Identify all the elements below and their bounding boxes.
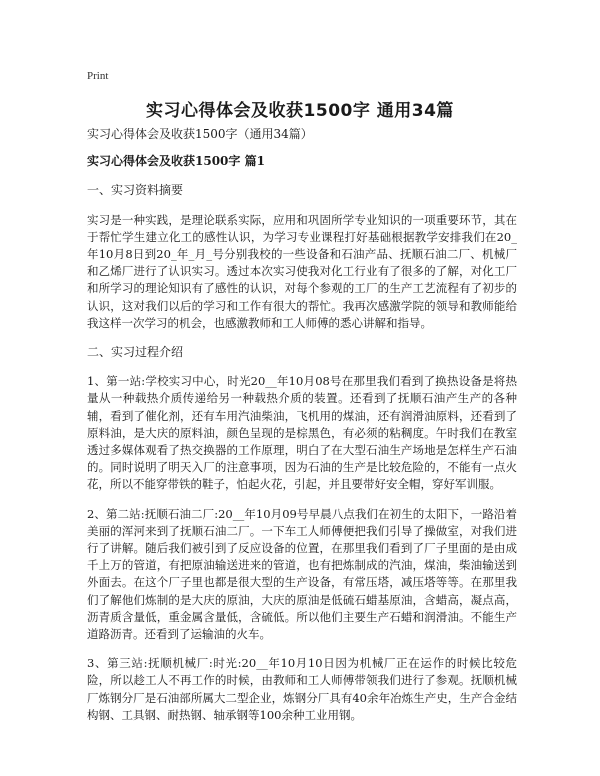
heading-summary: 一、实习资料摘要 (87, 183, 184, 198)
paragraph-summary: 实习是一种实践，是理论联系实际，应用和巩固所学专业知识的一项重要环节，其在于帮忙学生建立化工的感性认识，为学习专业课程打好基础根据教学安排我们在20_年10月8日到20_年_月_号分别我校的一些设备和石油产品、抚顺石油二厂、机械厂和乙烯厂进行了认识实习。透过本次实习使我对化工行业有了很多的了解，对化工厂和所学习的理论知识有了感性的认识，对每个参观的工厂的生产工艺流程有了初步的认识，这对我们以后的学习和工作有很大的帮忙。我再次感激学院的领导和教师能给我这样一次学习的机会，也感激教师和工人师傅的悉心讲解和指导。 (87, 212, 517, 330)
paragraph-stop-2: 2、第二站:抚顺石油二厂:20__年10月09号早晨八点我们在初生的太阳下，一路沿着美丽的浑河来到了抚顺石油二厂。一下车工人师傅便把我们引导了操做室，对我们进行了讲解。随后我们被引到了反应设备的位置，在那里我们看到了厂子里面的是由成千上万的管道，有把原油输送进来的管道，也有把炼制成的汽油，煤油，柴油输送到外面去。在这个厂子里也都是很大型的生产设备，有常压塔，减压塔等等。在那里我们了解他们炼制的是大庆的原油，大庆的原油是低硫石蜡基原油，含蜡高，凝点高，沥青质含量低，重金属含量低，含硫低。所以他们主要生产石蜡和润滑油。不能生产道路沥青。还看到了运输油的火车。 (87, 506, 517, 642)
heading-process: 二、实习过程介绍 (87, 345, 184, 360)
print-link[interactable]: Print (87, 70, 109, 82)
paragraph-stop-3: 3、第三站:抚顺机械厂:时光:20__年10月10日因为机械厂正在运作的时候比较危险，所以趁工人不再工作的时候，由教师和工人师傅带领我们进行了参观。抚顺机械厂炼钢分厂是石油部所属大二型企业，炼钢分厂具有40余年冶炼生产史，生产合金结构钢、工具钢、耐热钢、轴承钢等100余种工业用钢。 (87, 656, 517, 722)
document-body (87, 126, 517, 736)
paragraph-stop-1: 1、第一站:学校实习中心，时光20__年10月08号在那里我们看到了换热设备是将热量从一种载热介质传递给另一种载热介质的装置。还看到了抚顺石油产生产的各种辅，看到了催化剂，还有车用汽油柴油，飞机用的煤油，还有润滑油原料，还看到了原料油，是大庆的原料油，颜色呈现的是棕黑色，有必须的粘稠度。午时我们在教室透过多媒体观看了热交换器的工作原理，明白了在大型石油生产场地是怎样生产石油的。同时说明了明天入厂的注意事项，因为石油的生产是比较危险的，不能有一点火花，所以不能穿带铁的鞋子，怕起火花，引起，并且要带好安全帽，穿好军训服。 (87, 374, 517, 492)
document-subtitle: 实习心得体会及收获1500字（通用34篇） (87, 127, 313, 141)
section-title: 实习心得体会及收获1500字 篇1 (87, 154, 265, 169)
page-title: 实习心得体会及收获1500字 通用34篇 (146, 101, 454, 121)
